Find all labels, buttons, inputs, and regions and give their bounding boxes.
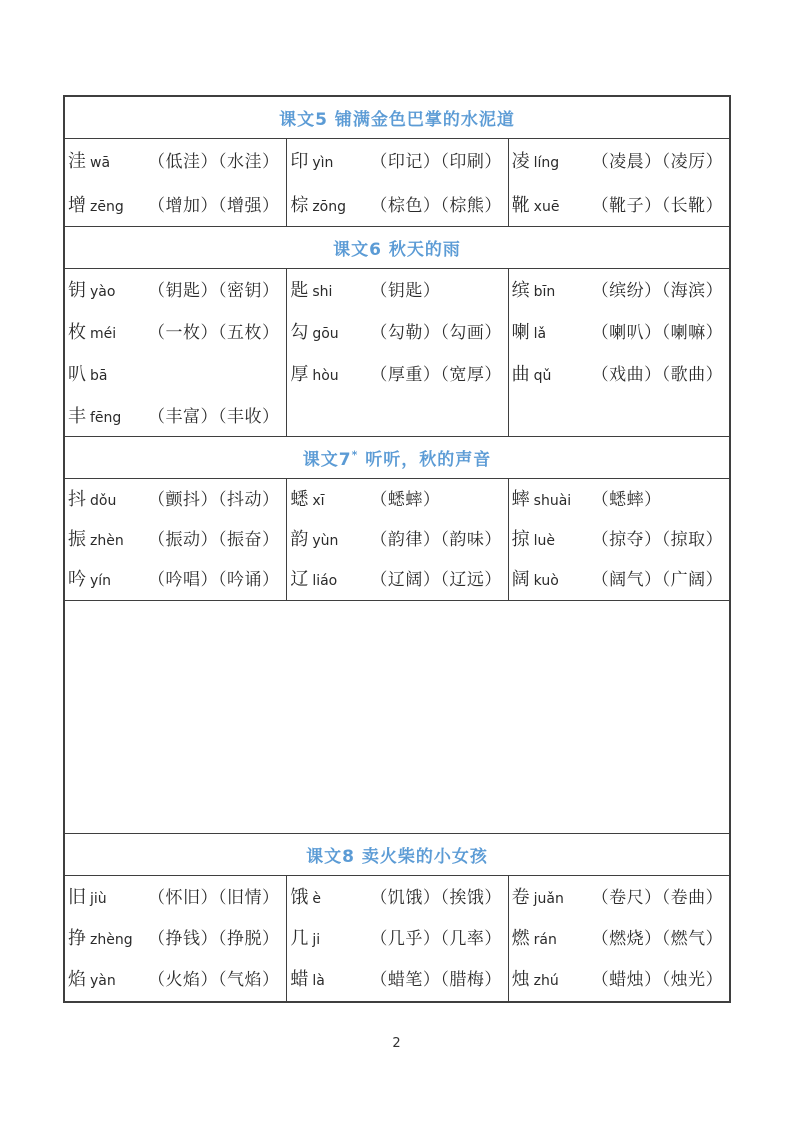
entry-pinyin: líng — [533, 155, 560, 171]
entry-pinyin: yùn — [312, 533, 339, 549]
vocab-entry — [290, 312, 505, 354]
vocabulary-table — [63, 95, 731, 1003]
vocab-entry — [68, 184, 284, 226]
entry-char-pinyin — [512, 140, 592, 184]
entry-character: 韵 — [290, 529, 309, 550]
entry-char-pinyin — [512, 480, 592, 520]
entry-char-pinyin — [290, 354, 370, 396]
entry-example-words: （几乎）（几率） — [370, 929, 502, 949]
entry-example-words: （靴子）（长靴） — [591, 196, 724, 216]
section-column — [508, 479, 729, 600]
entry-character: 喇 — [511, 322, 530, 343]
entry-example-words: （饥饿）（挨饿） — [370, 888, 502, 908]
entry-pinyin: liáo — [312, 573, 338, 589]
section-header-lesson-8 — [65, 834, 729, 876]
entry-char-pinyin — [68, 520, 148, 560]
entry-char-pinyin — [68, 312, 148, 354]
section-column — [286, 876, 507, 1001]
entry-character: 匙 — [290, 280, 309, 301]
section-body-lesson-5 — [65, 139, 729, 227]
entry-pinyin: luè — [533, 533, 556, 549]
entry-character: 棕 — [290, 195, 309, 216]
entry-example-words: （辽阔）（辽远） — [370, 570, 502, 590]
entry-character: 卷 — [511, 887, 530, 908]
entry-example-words: （颤抖）（抖动） — [148, 490, 280, 510]
entry-character: 印 — [290, 151, 309, 172]
entry-example-words: （勾勒）（勾画） — [370, 323, 502, 343]
entry-example-words: （蜡烛）（烛光） — [591, 970, 724, 990]
vocab-entry — [68, 480, 284, 520]
section-title-text: 听听，秋的声音 — [358, 450, 492, 470]
entry-character: 枚 — [68, 322, 86, 343]
entry-example-words: （喇叭）（喇嘛） — [591, 323, 724, 343]
entry-character: 掠 — [511, 529, 530, 550]
vocab-entry — [512, 354, 727, 396]
section-column — [508, 876, 729, 1001]
section-header-lesson-7 — [65, 437, 729, 479]
entry-character: 振 — [68, 529, 86, 550]
entry-pinyin: bā — [90, 368, 108, 384]
section-column — [65, 269, 286, 436]
vocab-entry — [290, 270, 505, 312]
entry-character: 曲 — [511, 364, 530, 385]
vocab-entry — [512, 184, 727, 226]
entry-pinyin: wā — [90, 155, 111, 171]
entry-pinyin: rán — [533, 932, 557, 948]
empty-row — [65, 601, 729, 834]
entry-pinyin: kuò — [533, 573, 559, 589]
entry-char-pinyin — [68, 480, 148, 520]
entry-char-pinyin — [290, 918, 370, 959]
entry-character: 旧 — [68, 887, 86, 908]
entry-character: 阔 — [511, 569, 530, 590]
entry-example-words: （蟋蟀） — [370, 490, 441, 510]
vocab-entry — [68, 396, 284, 436]
entry-char-pinyin — [68, 959, 148, 1000]
entry-character: 饿 — [290, 887, 309, 908]
entry-pinyin: jiù — [90, 891, 107, 907]
entry-char-pinyin — [68, 354, 148, 396]
entry-pinyin: è — [312, 891, 321, 907]
entry-pinyin: hòu — [312, 368, 339, 384]
entry-character: 叭 — [68, 364, 86, 385]
entry-example-words: （蜡笔）（腊梅） — [370, 970, 502, 990]
entry-char-pinyin — [68, 184, 148, 226]
section-column — [508, 269, 729, 436]
entry-char-pinyin — [512, 184, 592, 226]
entry-pinyin: gōu — [312, 326, 339, 342]
section-title-text: 课文7 — [302, 450, 352, 470]
vocab-entry — [68, 354, 284, 396]
entry-char-pinyin — [290, 480, 370, 520]
entry-example-words: （阔气）（广阔） — [591, 570, 724, 590]
section-column — [65, 876, 286, 1001]
entry-example-words: （凌晨）（凌厉） — [591, 152, 724, 172]
entry-pinyin: xuē — [533, 199, 560, 215]
entry-example-words: （戏曲）（歌曲） — [591, 365, 724, 385]
entry-pinyin: méi — [90, 326, 117, 342]
entry-example-words: （低洼）（水洼） — [148, 152, 280, 172]
section-column — [508, 139, 729, 226]
entry-char-pinyin — [512, 959, 592, 1000]
vocab-entry — [512, 877, 727, 918]
section-column — [286, 269, 507, 436]
entry-char-pinyin — [68, 918, 148, 959]
entry-pinyin: là — [312, 973, 325, 989]
vocab-entry — [290, 480, 505, 520]
entry-pinyin: yìn — [312, 155, 334, 171]
entry-character: 蟋 — [290, 489, 309, 510]
entry-example-words: （掠夺）（掠取） — [591, 530, 724, 550]
vocab-entry — [290, 877, 505, 918]
section-header-lesson-6 — [65, 227, 729, 269]
entry-character: 蟀 — [511, 489, 530, 510]
vocab-entry — [290, 959, 505, 1000]
entry-pinyin: lǎ — [533, 326, 547, 342]
vocab-entry — [290, 520, 505, 560]
entry-pinyin: bīn — [533, 284, 556, 300]
entry-char-pinyin — [512, 312, 592, 354]
entry-example-words: （印记）（印刷） — [370, 152, 502, 172]
entry-pinyin: zōng — [312, 199, 347, 215]
vocab-entry — [68, 270, 284, 312]
section-body-lesson-7 — [65, 479, 729, 601]
vocab-entry — [512, 480, 727, 520]
entry-char-pinyin — [290, 520, 370, 560]
section-title-text: 课文8 卖火柴的小女孩 — [306, 847, 488, 867]
vocab-entry — [512, 918, 727, 959]
entry-example-words: （蟋蟀） — [591, 490, 662, 510]
vocab-entry — [512, 959, 727, 1000]
entry-pinyin: fēng — [90, 410, 122, 426]
entry-pinyin: xī — [312, 493, 325, 509]
vocab-entry — [290, 354, 505, 396]
entry-example-words: （缤纷）（海滨） — [591, 281, 724, 301]
entry-example-words: （增加）（增强） — [148, 196, 280, 216]
vocab-entry — [512, 312, 727, 354]
entry-example-words: （吟唱）（吟诵） — [148, 570, 280, 590]
entry-example-words: （燃烧）（燃气） — [591, 929, 724, 949]
entry-char-pinyin — [290, 877, 370, 918]
vocab-entry — [512, 140, 727, 184]
entry-character: 挣 — [68, 928, 86, 949]
entry-character: 辽 — [290, 569, 309, 590]
entry-character: 焰 — [68, 969, 86, 990]
vocab-entry — [290, 140, 505, 184]
entry-char-pinyin — [290, 959, 370, 1000]
vocab-entry — [68, 560, 284, 600]
entry-pinyin: zhèng — [90, 932, 133, 948]
entry-example-words: （振动）（振奋） — [148, 530, 280, 550]
vocab-entry — [68, 959, 284, 1000]
entry-pinyin: qǔ — [533, 368, 552, 384]
entry-example-words: （怀旧）（旧情） — [148, 888, 280, 908]
section-title-star: * — [351, 448, 359, 462]
entry-char-pinyin — [512, 354, 592, 396]
vocab-entry — [512, 520, 727, 560]
vocab-entry — [68, 918, 284, 959]
entry-char-pinyin — [68, 560, 148, 600]
entry-pinyin: yàn — [90, 973, 116, 989]
section-title — [333, 235, 461, 260]
vocab-entry — [68, 312, 284, 354]
entry-char-pinyin — [290, 184, 370, 226]
vocab-entry — [68, 140, 284, 184]
entry-character: 厚 — [290, 364, 309, 385]
vocab-entry — [290, 560, 505, 600]
entry-char-pinyin — [68, 270, 148, 312]
section-title-text: 课文5 铺满金色巴掌的水泥道 — [279, 110, 515, 130]
entry-char-pinyin — [68, 877, 148, 918]
entry-character: 凌 — [511, 151, 530, 172]
entry-example-words: （一枚）（五枚） — [148, 323, 280, 343]
entry-character: 洼 — [68, 151, 86, 172]
entry-char-pinyin — [68, 140, 148, 184]
section-column — [65, 479, 286, 600]
entry-character: 吟 — [68, 569, 86, 590]
vocab-entry — [512, 560, 727, 600]
entry-character: 钥 — [68, 280, 86, 301]
entry-pinyin: ji — [312, 932, 321, 948]
entry-example-words: （挣钱）（挣脱） — [148, 929, 280, 949]
entry-pinyin: zēng — [90, 199, 124, 215]
entry-character: 勾 — [290, 322, 309, 343]
entry-example-words: （丰富）（丰收） — [148, 407, 280, 427]
entry-character: 燃 — [511, 928, 530, 949]
entry-char-pinyin — [512, 918, 592, 959]
section-body-lesson-6 — [65, 269, 729, 437]
entry-pinyin: shi — [312, 284, 333, 300]
section-column — [286, 139, 507, 226]
entry-char-pinyin — [512, 560, 592, 600]
entry-char-pinyin — [290, 560, 370, 600]
section-header-lesson-5 — [65, 97, 729, 139]
section-title — [303, 445, 492, 470]
section-title — [279, 105, 515, 130]
entry-character: 蜡 — [290, 969, 309, 990]
vocab-entry — [290, 184, 505, 226]
entry-example-words: （钥匙） — [370, 281, 441, 301]
entry-pinyin: yín — [90, 573, 112, 589]
entry-character: 增 — [68, 195, 86, 216]
entry-char-pinyin — [290, 312, 370, 354]
page-number: 2 — [392, 1036, 401, 1051]
section-column — [65, 139, 286, 226]
vocab-entry — [68, 520, 284, 560]
vocab-entry — [290, 918, 505, 959]
entry-character: 抖 — [68, 489, 86, 510]
entry-example-words: （钥匙）（密钥） — [148, 281, 280, 301]
entry-char-pinyin — [512, 520, 592, 560]
entry-example-words: （韵律）（韵味） — [370, 530, 502, 550]
entry-example-words: （厚重）（宽厚） — [370, 365, 502, 385]
section-column — [286, 479, 507, 600]
entry-example-words: （卷尺）（卷曲） — [591, 888, 724, 908]
entry-char-pinyin — [68, 396, 148, 436]
entry-char-pinyin — [290, 270, 370, 312]
entry-character: 烛 — [511, 969, 530, 990]
entry-character: 几 — [290, 928, 309, 949]
entry-character: 靴 — [511, 195, 530, 216]
entry-pinyin: yào — [90, 284, 116, 300]
entry-character: 缤 — [511, 280, 530, 301]
entry-char-pinyin — [512, 877, 592, 918]
entry-character: 丰 — [68, 406, 86, 427]
vocab-entry — [68, 877, 284, 918]
entry-pinyin: shuài — [533, 493, 572, 509]
entry-pinyin: zhèn — [90, 533, 124, 549]
entry-pinyin: zhú — [533, 973, 559, 989]
entry-example-words: （棕色）（棕熊） — [370, 196, 502, 216]
section-title-text: 课文6 秋天的雨 — [333, 240, 461, 260]
vocab-entry — [512, 270, 727, 312]
entry-pinyin: juǎn — [533, 891, 564, 907]
section-title — [306, 842, 488, 867]
section-body-lesson-8 — [65, 876, 729, 1001]
entry-char-pinyin — [290, 140, 370, 184]
entry-example-words: （火焰）（气焰） — [148, 970, 280, 990]
entry-char-pinyin — [512, 270, 592, 312]
entry-pinyin: dǒu — [90, 493, 117, 509]
